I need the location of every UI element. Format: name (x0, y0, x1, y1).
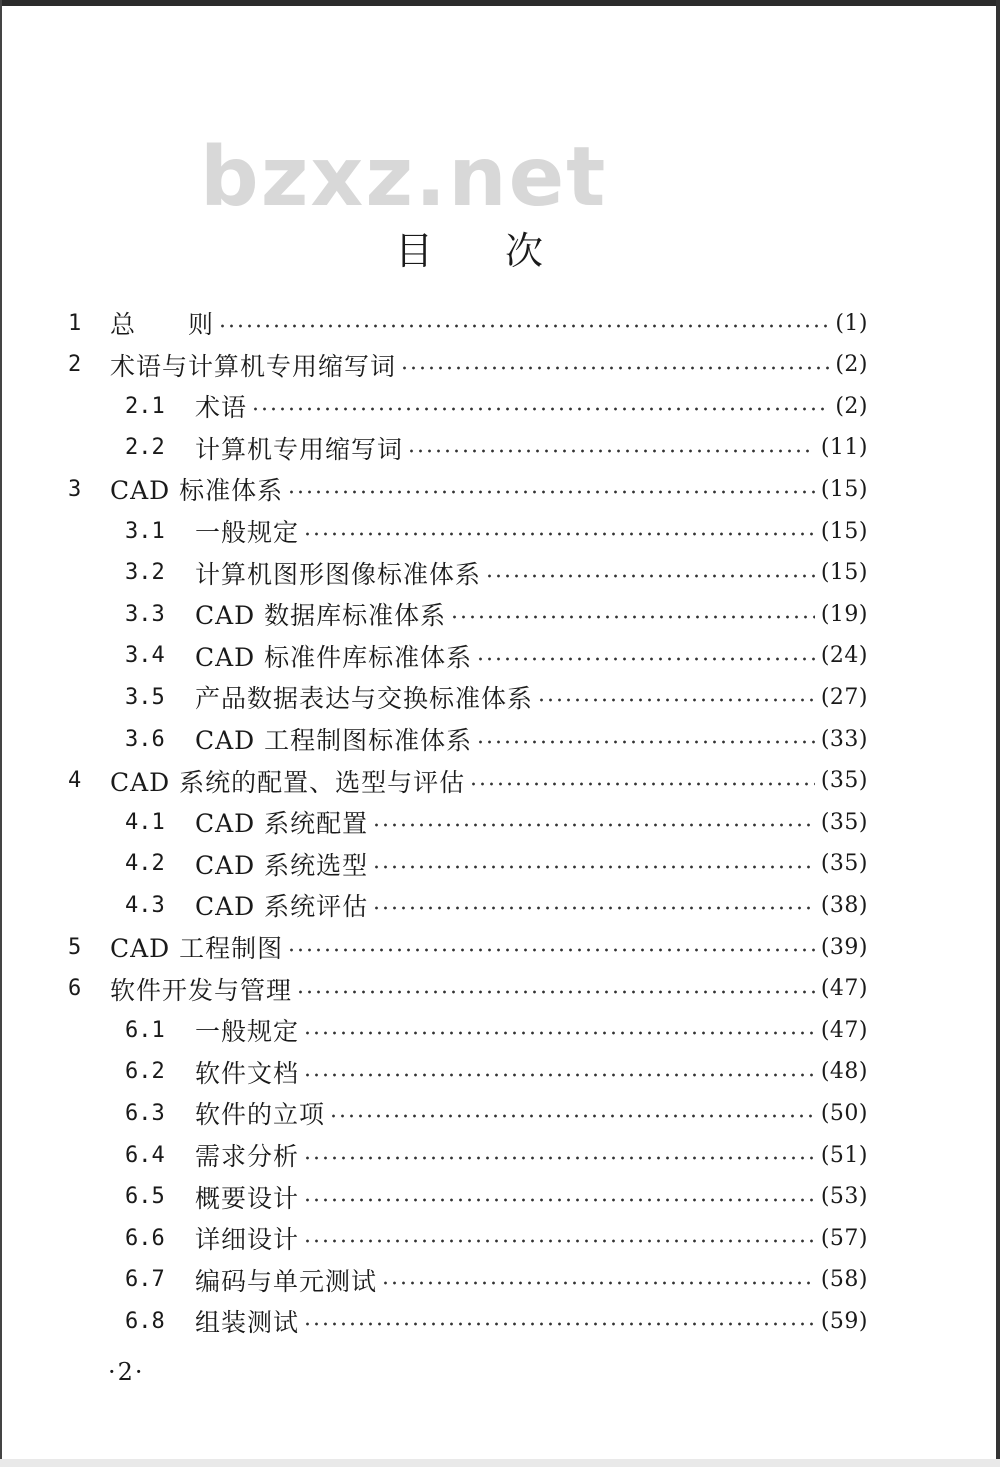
toc-entry-label: 需求分析 (195, 1142, 300, 1171)
toc-entry-page: (11) (820, 435, 868, 461)
toc-entry[interactable] (68, 344, 868, 386)
toc-dot-leader (372, 823, 815, 827)
toc-entry-label: 软件文档 (195, 1058, 300, 1088)
toc-entry-label: 产品数据表达与交换标准体系 (195, 684, 534, 714)
toc-dot-leader (476, 740, 815, 744)
toc-entry-page: (33) (820, 726, 868, 752)
toc-dot-leader (329, 1114, 815, 1118)
toc-entry[interactable] (68, 510, 868, 552)
toc-entry-page: (15) (820, 476, 868, 502)
toc-entry-label: CAD 数据库标准体系 (195, 601, 447, 631)
toc-entry-page: (15) (820, 560, 868, 586)
page-number: ·2· (108, 1358, 145, 1386)
toc-entry[interactable] (68, 385, 868, 427)
toc-entry-page: (35) (820, 809, 868, 835)
toc-entry-label: 编码与单元测试 (195, 1266, 378, 1296)
toc-entry-page: (47) (820, 976, 868, 1002)
toc-entry-label: 组装测试 (195, 1308, 300, 1338)
toc-entry-label: CAD 系统配置 (195, 809, 369, 839)
toc-dot-leader (485, 574, 815, 578)
toc-entry[interactable] (68, 1092, 868, 1134)
toc-entry-page: (47) (820, 1017, 868, 1043)
toc-entry-page: (39) (820, 934, 868, 960)
toc-entry[interactable] (68, 968, 868, 1010)
toc-entry[interactable] (68, 302, 868, 344)
toc-dot-leader (476, 657, 815, 661)
toc-entry-number: 6 (68, 976, 82, 1002)
toc-entry[interactable] (68, 884, 868, 926)
toc-entry-page: (24) (820, 643, 868, 669)
toc-entry[interactable] (68, 1009, 868, 1051)
toc-dot-leader (372, 865, 815, 869)
toc-entry-number: 6.7 (125, 1267, 165, 1293)
toc-entry-number: 2.1 (125, 393, 165, 419)
toc-entry-page: (53) (820, 1184, 868, 1210)
toc-dot-leader (537, 698, 815, 702)
toc-entry-label: 计算机图形图像标准体系 (195, 559, 482, 589)
toc-dot-leader (296, 990, 815, 994)
toc-entry-label: CAD 工程制图 (110, 934, 284, 963)
toc-entry-page: (2) (835, 352, 868, 378)
toc-entry-page: (57) (820, 1225, 868, 1251)
toc-entry-label: 软件的立项 (195, 1100, 326, 1130)
toc-dot-leader (303, 1031, 815, 1035)
toc-entry-label: 术语 (195, 393, 248, 423)
toc-dot-leader (400, 366, 829, 370)
toc-entry-page: (51) (820, 1142, 868, 1168)
toc-entry-label: 一般规定 (195, 1017, 300, 1047)
toc-entry-number: 6.1 (125, 1017, 165, 1043)
page-title-right: 次 (505, 229, 546, 273)
toc-entry-page: (38) (820, 892, 868, 918)
toc-dot-leader (381, 1281, 815, 1285)
toc-entry[interactable] (68, 718, 868, 760)
toc-entry-number: 3.1 (125, 518, 165, 544)
toc-entry[interactable] (68, 1300, 868, 1342)
toc-entry[interactable] (68, 468, 868, 510)
toc-entry-label: 一般规定 (195, 518, 300, 547)
toc-entry-number: 3.3 (125, 601, 165, 627)
toc-dot-leader (251, 407, 829, 411)
toc-dot-leader (450, 615, 815, 619)
page-bottom-edge (0, 1459, 1000, 1467)
toc-entry[interactable] (68, 676, 868, 718)
toc-entry-number: 4.1 (125, 809, 165, 835)
toc-entry[interactable] (68, 427, 868, 469)
toc-entry-number: 6.8 (125, 1308, 165, 1334)
toc-dot-leader (303, 1322, 815, 1326)
toc-entry-label: CAD 系统的配置、选型与评估 (110, 767, 466, 797)
page-top-edge (0, 0, 1000, 6)
toc-entry-page: (48) (820, 1059, 868, 1085)
toc-entry-page: (15) (820, 518, 868, 544)
toc-entry[interactable] (68, 1217, 868, 1259)
toc-entry-label: 术语与计算机专用缩写词 (110, 351, 397, 381)
toc-entry-label: 概要设计 (195, 1183, 300, 1213)
toc-entry[interactable] (68, 635, 868, 677)
toc-entry-page: (27) (820, 684, 868, 710)
toc-entry-label: CAD 标准体系 (110, 476, 284, 506)
toc-entry-page: (50) (820, 1100, 868, 1126)
watermark: bzxz.net (200, 130, 608, 225)
toc-dot-leader (218, 324, 829, 328)
toc-entry-label: 详细设计 (195, 1225, 300, 1255)
page-title-left: 目 (394, 229, 435, 273)
toc-entry-page: (35) (820, 851, 868, 877)
toc-dot-leader (303, 532, 815, 536)
toc-entry-label: CAD 标准件库标准体系 (195, 642, 473, 672)
toc-entry-label: CAD 系统选型 (195, 850, 369, 880)
toc-entry[interactable] (68, 760, 868, 802)
toc-entry-page: (2) (835, 393, 868, 419)
toc-dot-leader (372, 906, 815, 910)
toc-entry-number: 6.5 (125, 1184, 165, 1210)
toc-entry-label: CAD 系统评估 (195, 892, 369, 922)
toc-dot-leader (303, 1198, 815, 1202)
toc-entry-label: 软件开发与管理 (110, 975, 293, 1005)
toc-entry-page: (58) (820, 1267, 868, 1293)
toc-entry-label: 计算机专用缩写词 (195, 434, 404, 464)
toc-dot-leader (287, 948, 815, 952)
toc-dot-leader (303, 1156, 815, 1160)
toc-dot-leader (303, 1239, 815, 1243)
toc-entry-number: 4 (68, 768, 82, 794)
page-right-edge (996, 0, 1000, 1467)
toc-entry-number: 5 (68, 934, 82, 960)
toc-entry-number: 3.5 (125, 684, 165, 710)
toc-entry-number: 3.6 (125, 726, 165, 752)
toc-entry[interactable] (68, 1134, 868, 1176)
toc-dot-leader (407, 449, 815, 453)
toc-entry-number: 6.4 (125, 1142, 165, 1168)
toc-entry[interactable] (68, 552, 868, 594)
toc-entry-number: 6.3 (125, 1100, 165, 1126)
toc-entry[interactable] (68, 1259, 868, 1301)
toc-entry-number: 6.2 (125, 1059, 165, 1085)
toc-entry-page: (19) (820, 601, 868, 627)
toc-entry[interactable] (68, 1176, 868, 1218)
toc-entry-number: 4.3 (125, 892, 165, 918)
toc-entry-page: (1) (835, 310, 868, 336)
toc-dot-leader (303, 1073, 815, 1077)
toc-entry-label: 总 则 (110, 310, 215, 339)
toc-dot-leader (469, 782, 815, 786)
toc-entry-label: CAD 工程制图标准体系 (195, 726, 473, 755)
toc-entry-page: (59) (820, 1308, 868, 1334)
toc-entry-number: 6.6 (125, 1225, 165, 1251)
toc-entry[interactable] (68, 1051, 868, 1093)
toc-entry-number: 2.2 (125, 435, 165, 461)
toc-entry-number: 1 (68, 310, 82, 336)
toc-entry-page: (35) (820, 768, 868, 794)
toc-entry[interactable] (68, 801, 868, 843)
toc-entry[interactable] (68, 926, 868, 968)
toc-entry-number: 3.4 (125, 643, 165, 669)
toc-entry-number: 3.2 (125, 560, 165, 586)
toc-entry-number: 2 (68, 352, 82, 378)
toc-entry-number: 4.2 (125, 851, 165, 877)
toc-dot-leader (287, 490, 815, 494)
toc-entry[interactable] (68, 843, 868, 885)
toc-entry[interactable] (68, 593, 868, 635)
toc-entry-number: 3 (68, 476, 82, 502)
page-title (0, 220, 940, 275)
